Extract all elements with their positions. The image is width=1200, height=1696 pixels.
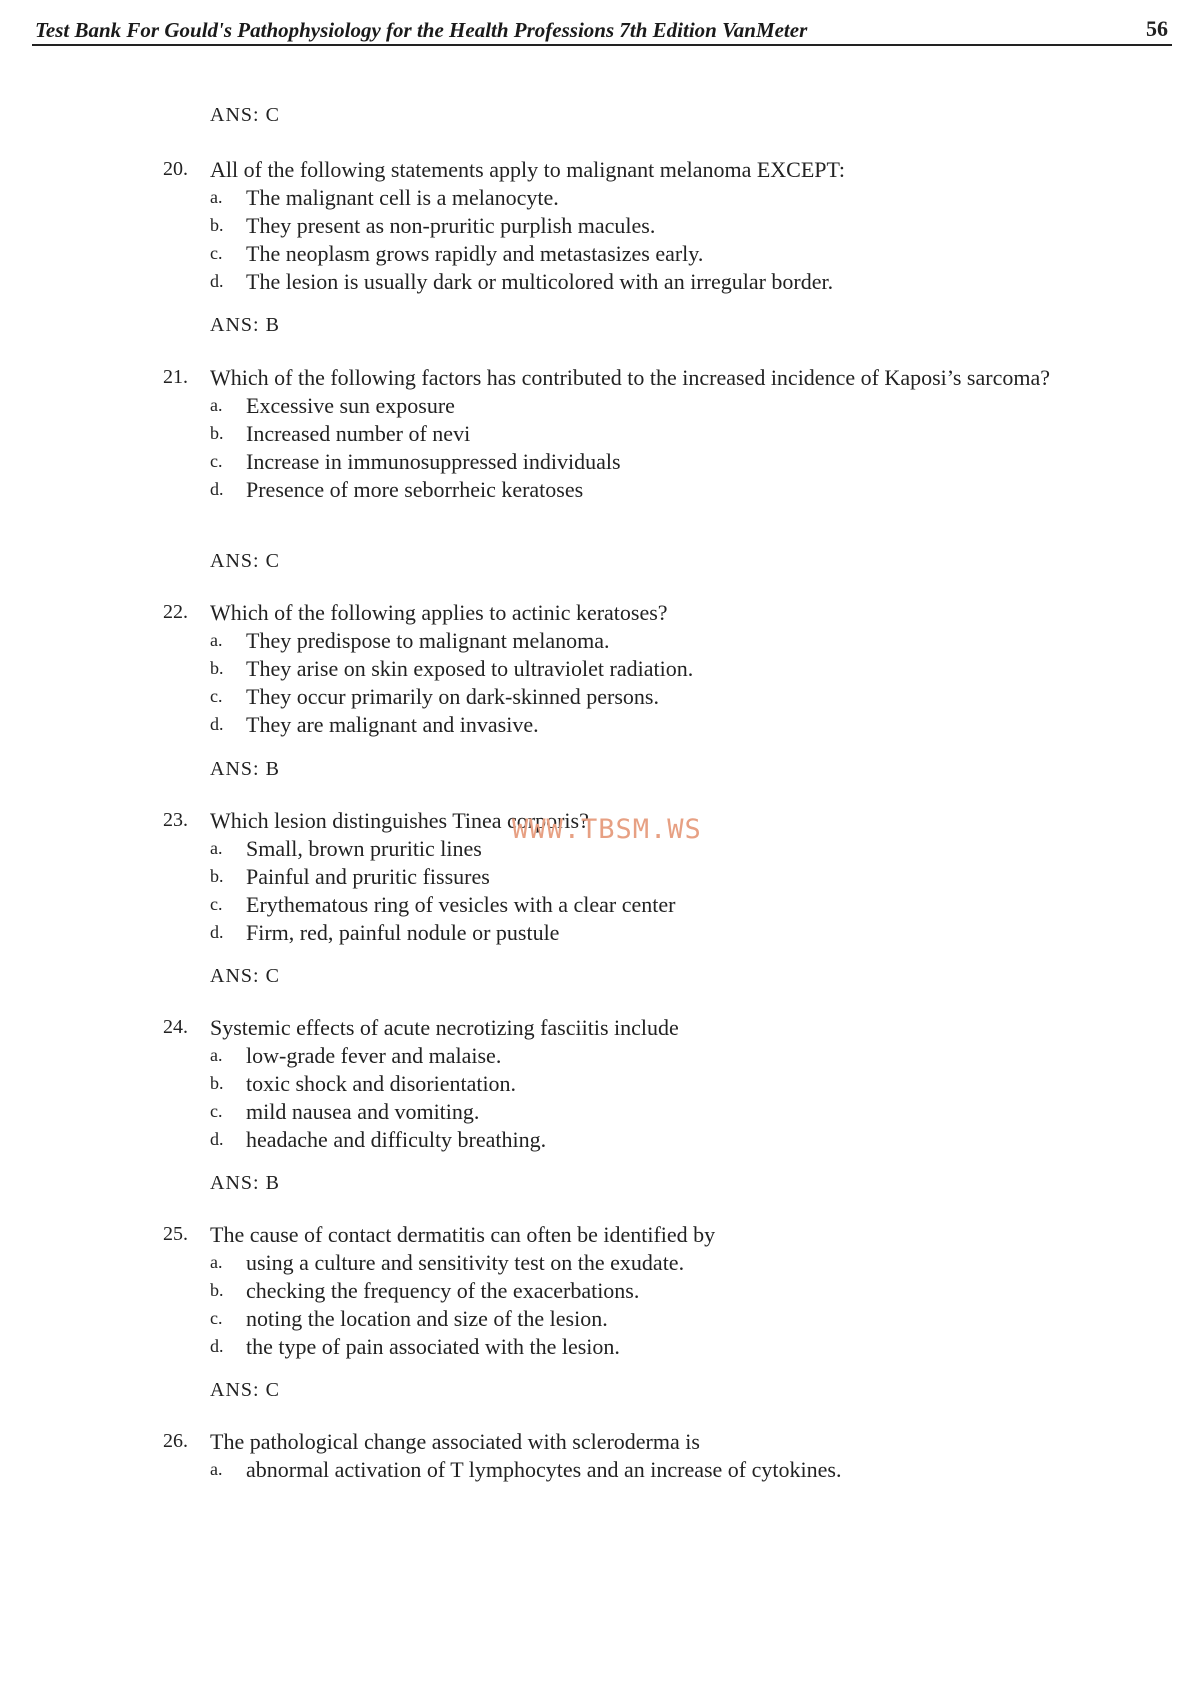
- options-list: [210, 184, 1083, 296]
- option-letter: d.: [210, 714, 224, 734]
- option-c: [210, 240, 1083, 268]
- option-d: [210, 919, 1083, 947]
- watermark: WWW.TBSM.WS: [512, 814, 702, 845]
- option-a: [210, 1249, 1083, 1277]
- option-text: The malignant cell is a melanocyte.: [246, 185, 559, 210]
- option-text: Painful and pruritic fissures: [246, 864, 490, 889]
- option-text: toxic shock and disorientation.: [246, 1071, 517, 1096]
- option-text: abnormal activation of T lymphocytes and an increase of cytokines.: [246, 1457, 842, 1482]
- option-text: Small, brown pruritic lines: [246, 836, 482, 861]
- options-list: [210, 1249, 1083, 1361]
- header-title: Test Bank For Gould's Pathophysiology for the Health Professions 7th Edition VanMeter: [35, 18, 808, 42]
- question-text: The pathological change associated with scleroderma is: [210, 1429, 700, 1454]
- option-letter: c.: [210, 894, 223, 914]
- option-text: headache and difficulty breathing.: [246, 1127, 547, 1152]
- option-b: [210, 655, 1083, 683]
- option-letter: c.: [210, 1308, 223, 1328]
- option-c: [210, 683, 1083, 711]
- option-b: [210, 420, 1083, 448]
- option-d: [210, 711, 1083, 739]
- option-letter: c.: [210, 451, 223, 471]
- question-number: 25.: [163, 1223, 188, 1245]
- option-text: The lesion is usually dark or multicolored with an irregular border.: [246, 269, 834, 294]
- option-b: [210, 1277, 1083, 1305]
- option-text: mild nausea and vomiting.: [246, 1099, 480, 1124]
- option-letter: c.: [210, 1101, 223, 1121]
- option-b: [210, 863, 1083, 891]
- question-text: Which of the following factors has contributed to the increased incidence of Kaposi’s sarcoma?: [210, 365, 1050, 390]
- option-text: Excessive sun exposure: [246, 393, 455, 418]
- option-text: Firm, red, painful nodule or pustule: [246, 920, 560, 945]
- option-text: The neoplasm grows rapidly and metastasizes early.: [246, 241, 704, 266]
- question-21: [163, 364, 1083, 504]
- option-d: [210, 476, 1083, 504]
- answer-19: ANS: C: [210, 104, 280, 126]
- option-c: [210, 448, 1083, 476]
- options-list: [210, 392, 1083, 504]
- question-22: [163, 599, 1083, 739]
- option-letter: b.: [210, 423, 224, 443]
- question-text: Systemic effects of acute necrotizing fasciitis include: [210, 1015, 679, 1040]
- question-number: 22.: [163, 601, 188, 623]
- option-text: Erythematous ring of vesicles with a clear center: [246, 892, 676, 917]
- answer-24: ANS: B: [210, 1172, 280, 1194]
- option-letter: a.: [210, 1045, 223, 1065]
- option-letter: b.: [210, 1073, 224, 1093]
- option-d: [210, 268, 1083, 296]
- option-letter: d.: [210, 1129, 224, 1149]
- option-letter: a.: [210, 1252, 223, 1272]
- option-c: [210, 1098, 1083, 1126]
- question-number: 20.: [163, 158, 188, 180]
- option-a: [210, 1042, 1083, 1070]
- option-text: Increased number of nevi: [246, 421, 471, 446]
- option-letter: b.: [210, 658, 224, 678]
- option-text: They arise on skin exposed to ultraviolet radiation.: [246, 656, 694, 681]
- option-letter: d.: [210, 1336, 224, 1356]
- option-text: checking the frequency of the exacerbations.: [246, 1278, 640, 1303]
- option-text: They occur primarily on dark-skinned persons.: [246, 684, 659, 709]
- option-letter: a.: [210, 187, 223, 207]
- option-letter: b.: [210, 1280, 224, 1300]
- answer-23: ANS: C: [210, 965, 280, 987]
- option-text: Presence of more seborrheic keratoses: [246, 477, 584, 502]
- answer-21: ANS: C: [210, 550, 280, 572]
- option-b: [210, 212, 1083, 240]
- option-a: [210, 1456, 1083, 1484]
- option-text: They are malignant and invasive.: [246, 712, 539, 737]
- answer-25: ANS: C: [210, 1379, 280, 1401]
- option-b: [210, 1070, 1083, 1098]
- question-number: 24.: [163, 1016, 188, 1038]
- question-number: 21.: [163, 366, 188, 388]
- answer-22: ANS: B: [210, 758, 280, 780]
- page-header: [32, 14, 1172, 46]
- option-text: low-grade fever and malaise.: [246, 1043, 502, 1068]
- option-letter: d.: [210, 271, 224, 291]
- question-number: 26.: [163, 1430, 188, 1452]
- options-list: [210, 1456, 1083, 1484]
- question-text: Which lesion distinguishes Tinea corporis?: [210, 808, 589, 833]
- question-25: [163, 1221, 1083, 1361]
- question-text: All of the following statements apply to malignant melanoma EXCEPT:: [210, 157, 845, 182]
- option-letter: a.: [210, 1459, 223, 1479]
- question-text: Which of the following applies to actinic keratoses?: [210, 600, 668, 625]
- option-letter: d.: [210, 922, 224, 942]
- option-c: [210, 1305, 1083, 1333]
- option-d: [210, 1333, 1083, 1361]
- option-text: noting the location and size of the lesion.: [246, 1306, 608, 1331]
- option-letter: d.: [210, 479, 224, 499]
- option-d: [210, 1126, 1083, 1154]
- answer-20: ANS: B: [210, 314, 280, 336]
- option-letter: b.: [210, 866, 224, 886]
- option-letter: c.: [210, 243, 223, 263]
- options-list: [210, 627, 1083, 739]
- option-text: Increase in immunosuppressed individuals: [246, 449, 621, 474]
- options-list: [210, 835, 1083, 947]
- page-number: 56: [1146, 16, 1168, 41]
- question-text: The cause of contact dermatitis can often be identified by: [210, 1222, 716, 1247]
- option-a: [210, 627, 1083, 655]
- question-20: [163, 156, 1083, 296]
- option-text: They predispose to malignant melanoma.: [246, 628, 610, 653]
- question-26: [163, 1428, 1083, 1484]
- option-text: using a culture and sensitivity test on the exudate.: [246, 1250, 685, 1275]
- option-a: [210, 184, 1083, 212]
- option-letter: a.: [210, 838, 223, 858]
- option-letter: a.: [210, 395, 223, 415]
- option-letter: b.: [210, 215, 224, 235]
- option-text: the type of pain associated with the lesion.: [246, 1334, 620, 1359]
- question-24: [163, 1014, 1083, 1154]
- option-a: [210, 392, 1083, 420]
- option-c: [210, 891, 1083, 919]
- option-letter: c.: [210, 686, 223, 706]
- options-list: [210, 1042, 1083, 1154]
- option-text: They present as non-pruritic purplish macules.: [246, 213, 656, 238]
- question-number: 23.: [163, 809, 188, 831]
- option-letter: a.: [210, 630, 223, 650]
